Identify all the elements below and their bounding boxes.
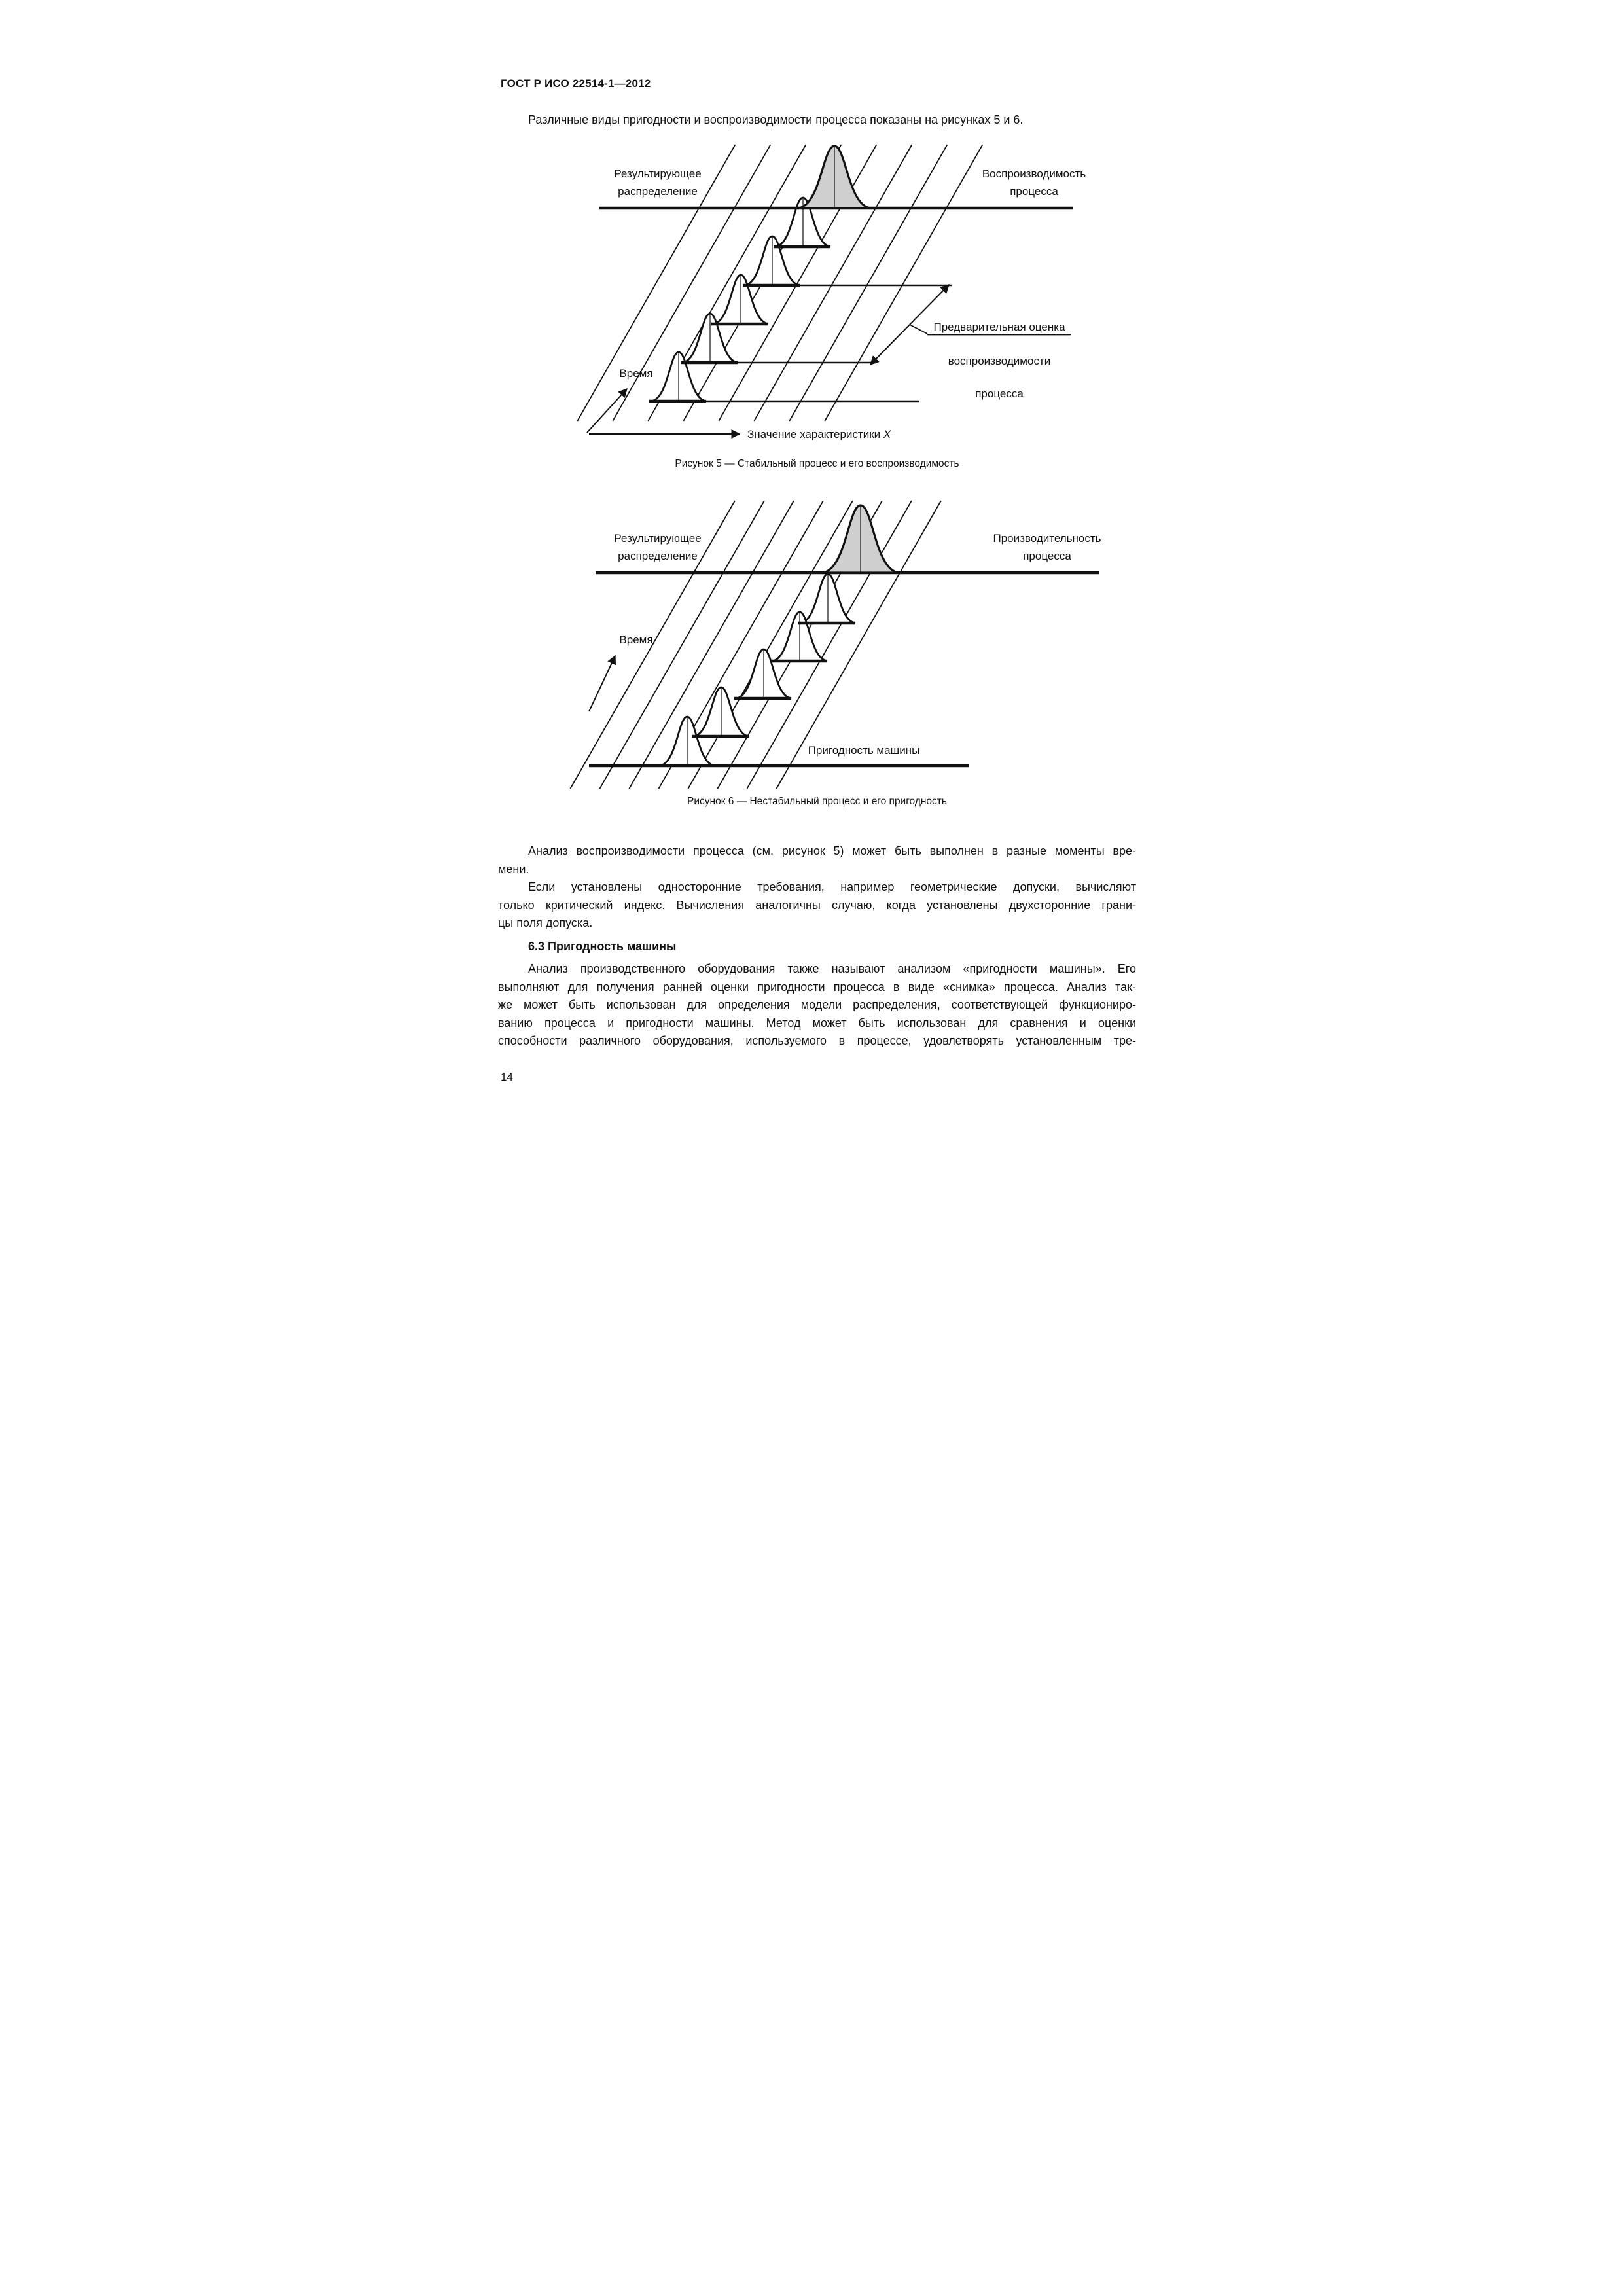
figure-5-caption: Рисунок 5 — Стабильный процесс и его воспроизводимость [675, 458, 959, 469]
text-line: Если установлены односторонние требования, например геометрические допуски, вычисляют [528, 880, 1136, 893]
text-line: Анализ воспроизводимости процесса (см. рисунок 5) может быть выполнен в разные моменты вре- [528, 844, 1136, 857]
process-performance-label-line1: Производительность [993, 532, 1101, 545]
section-heading: 6.3 Пригодность машины [528, 939, 677, 953]
resulting-distribution-label-line1: Результирующее [614, 532, 702, 545]
preliminary-estimate-label-line3: процесса [975, 387, 1024, 400]
machine-capability-label: Пригодность машины [808, 744, 920, 757]
figure-6-caption: Рисунок 6 — Нестабильный процесс и его пригодность [687, 796, 947, 807]
text-line: же может быть использован для определения модели распределения, соответствующей функциониро- [498, 998, 1136, 1011]
resulting-distribution-curve [798, 146, 870, 208]
page-number: 14 [501, 1071, 513, 1083]
snapshot-distribution-curves [651, 198, 830, 401]
paragraph [498, 842, 1136, 878]
text-line: мени. [498, 862, 529, 876]
text-line: только критический индекс. Вычисления аналогичны случаю, когда установлены двухсторонние грани- [498, 898, 1136, 912]
time-axis-label: Время [619, 367, 653, 380]
paragraph [498, 960, 1136, 1050]
text-line: цы поля допуска. [498, 916, 593, 929]
document-page [406, 0, 1217, 1148]
snapshot-baselines [649, 247, 952, 401]
unstable-process-performance-chart [556, 491, 1113, 805]
resulting-distribution-label-line2: распределение [618, 550, 698, 562]
body-text [498, 842, 1136, 1050]
preliminary-estimate-label-line1: Предварительная оценка [933, 321, 1065, 333]
intro-paragraph: Различные виды пригодности и воспроизводимости процесса показаны на рисунках 5 и 6. [528, 113, 1024, 126]
figure-5-diagram [556, 139, 1113, 467]
x-axis-label: Значение характеристики X [747, 428, 891, 440]
preliminary-estimate-label-line2: воспроизводимости [948, 355, 1051, 367]
text-line: выполняют для получения ранней оценки пригодности процесса в виде «снимка» процесса. Анализ так- [498, 980, 1136, 994]
standard-designation: ГОСТ Р ИСО 22514-1—2012 [501, 77, 651, 90]
time-axis-arrow [589, 656, 615, 711]
process-performance-label-line2: процесса [1023, 550, 1071, 562]
text-line: Анализ производственного оборудования также называют анализом «пригодности машины». Его [528, 962, 1136, 975]
text-line: способности различного оборудования, используемого в процессе, удовлетворять установленным тре- [498, 1034, 1136, 1047]
resulting-distribution-curve [823, 505, 899, 573]
resulting-distribution-label-line2: распределение [618, 185, 698, 198]
text-line: ванию процесса и пригодности машины. Метод может быть использован для сравнения и оценки [498, 1016, 1136, 1030]
snapshot-distribution-curves [660, 574, 855, 766]
resulting-distribution-label-line1: Результирующее [614, 168, 702, 180]
time-axis-label: Время [619, 634, 653, 646]
figure-6-diagram [556, 491, 1113, 805]
process-capability-label-line1: Воспроизводимость [982, 168, 1086, 180]
stable-process-capability-chart [556, 139, 1113, 467]
paragraph [498, 878, 1136, 933]
time-axis-arrow [587, 389, 627, 433]
process-capability-label-line2: процесса [1010, 185, 1058, 198]
